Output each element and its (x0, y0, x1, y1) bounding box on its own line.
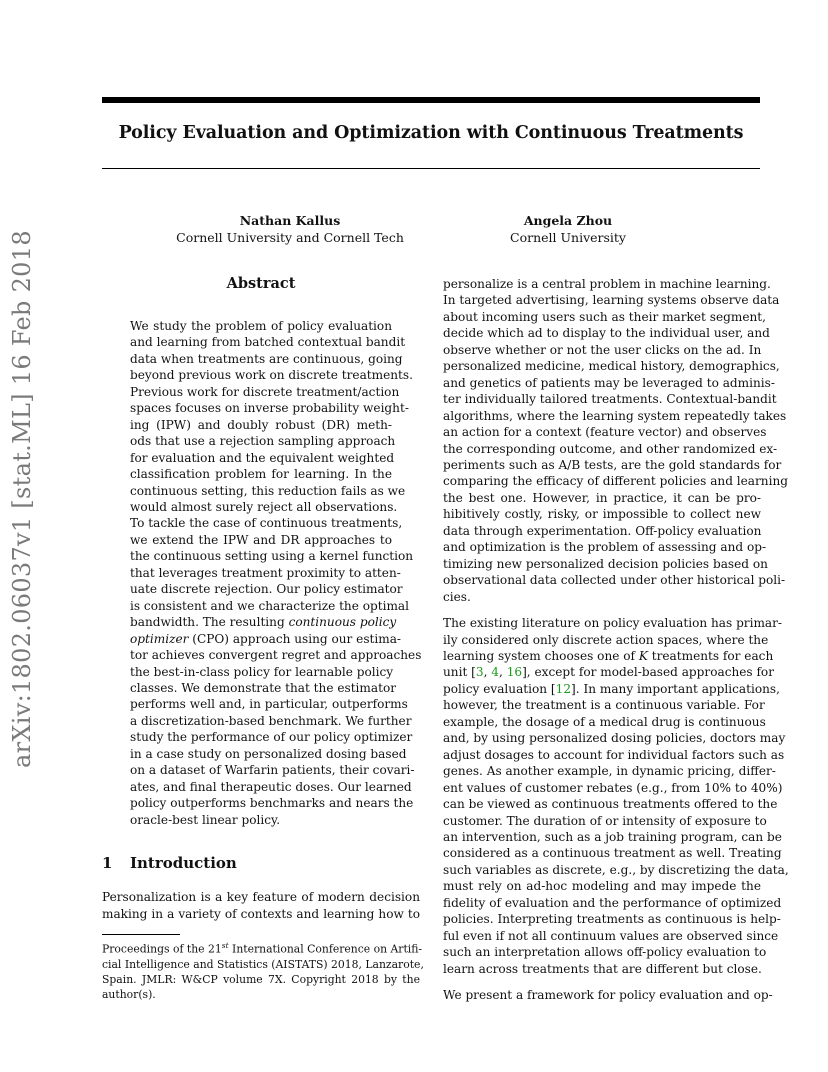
abstract-heading: Abstract (226, 275, 296, 292)
text-line: considered as a continuous treatment as well. Treating (443, 846, 782, 861)
author-name: Angela Zhou (523, 213, 613, 228)
text-fragment: ], except for model-based approaches for (522, 665, 774, 680)
section-heading (102, 854, 402, 872)
text-line: can be viewed as continuous treatments offered to the (443, 797, 778, 812)
text-line: ily considered only discrete action spaces, where the (443, 632, 769, 647)
text-fragment: unit [ (443, 665, 476, 680)
text-line: continuous setting, this reduction fails as we (130, 483, 406, 498)
text-line: ing (IPW) and doubly robust (DR) meth- (130, 417, 392, 432)
title-rule-top (102, 97, 760, 103)
text-line: The existing literature on policy evaluation has primar- (443, 616, 783, 631)
text-line (130, 631, 402, 647)
text-line: We study the problem of policy evaluation (130, 319, 392, 333)
text-line: Previous work for discrete treatment/action (130, 384, 400, 399)
text-line: classification problem for learning. In the (130, 467, 392, 482)
text-line: fidelity of evaluation and the performance of optimized (443, 895, 782, 910)
text-line: example, the dosage of a medical drug is continuous (443, 714, 766, 729)
text-line: tor achieves convergent regret and approaches (130, 648, 422, 663)
text-line: and, by using personalized dosing policies, doctors may (443, 731, 786, 746)
text-line: policies. Interpreting treatments as continuous is help- (443, 912, 781, 927)
text-line: cial Intelligence and Statistics (AISTATS) 2018, Lanzarote, (102, 957, 424, 971)
text-line: To tackle the case of continuous treatments, (130, 516, 403, 531)
text-line: about incoming users such as their market segment, (443, 309, 766, 324)
footnote (102, 938, 424, 1002)
text-line: is consistent and we characterize the optimal (130, 598, 410, 613)
math-variable: K (638, 648, 648, 663)
text-line: personalize is a central problem in machine learning. (443, 277, 771, 291)
text-line: the continuous setting using a kernel function (130, 549, 414, 564)
text-line: timizing new personalized decision policies based on (443, 556, 768, 571)
text-line: in a case study on personalized dosing based (130, 746, 407, 761)
text-line: must rely on ad-hoc modeling and may impede the (443, 879, 761, 894)
text-line: author(s). (102, 988, 156, 1002)
author-block (468, 212, 668, 246)
text-line: an intervention, such as a job training program, can be (443, 829, 782, 844)
text-line: data when treatments are continuous, going (130, 351, 403, 366)
text-line: cies. (443, 589, 471, 604)
text-fragment: , (483, 665, 492, 680)
text-line: such an interpretation allows off-policy evaluation to (443, 945, 767, 960)
citation-link[interactable]: 3 (475, 665, 484, 680)
text-line: the corresponding outcome, and other randomized ex- (443, 441, 778, 456)
text-line: genes. As another example, in dynamic pricing, differ- (443, 764, 776, 779)
text-line: making in a variety of contexts and learning how to (102, 906, 420, 921)
text-line: and optimization is the problem of assessing and op- (443, 540, 767, 555)
text-line: hibitively costly, risky, or impossible to collect new (443, 507, 761, 522)
text-line: decide which ad to display to the individual user, and (443, 326, 770, 341)
text-line: data through experimentation. Off-policy evaluation (443, 523, 762, 538)
text-line: such variables as discrete, e.g., by discretizing the data, (443, 862, 789, 877)
text-fragment: bandwidth. The resulting (130, 615, 285, 630)
text-fragment: , (498, 665, 507, 680)
text-line: would almost surely reject all observations. (130, 499, 398, 514)
text-line: In targeted advertising, learning systems observe data (443, 293, 780, 308)
text-line: beyond previous work on discrete treatments. (130, 368, 413, 383)
citation-link[interactable]: 16 (506, 665, 523, 680)
section-title: Introduction (130, 854, 237, 872)
citation-link[interactable]: 4 (491, 665, 499, 680)
text-line: study the performance of our policy optimizer (130, 730, 413, 745)
text-line: observe whether or not the user clicks on the ad. In (443, 342, 762, 357)
text-fragment: policy evaluation [ (443, 681, 556, 696)
text-line: and learning from batched contextual bandit (130, 335, 406, 350)
text-line: policy outperforms benchmarks and nears the (130, 796, 414, 811)
intro-text (102, 889, 420, 922)
text-fragment: ]. In many important applications, (571, 681, 780, 696)
text-line: ods that use a rejection sampling approach (130, 434, 396, 449)
emphasis: optimizer (130, 631, 189, 646)
text-line: Spain. JMLR: W&CP volume 7X. Copyright 2018 by the (102, 973, 420, 986)
paragraph (443, 276, 788, 605)
text-line: the best-in-class policy for learnable policy (130, 664, 394, 679)
text-line: We present a framework for policy evaluation and op- (443, 988, 773, 1003)
text-line: Personalization is a key feature of modern decision (102, 890, 420, 904)
citation-link[interactable]: 12 (555, 681, 572, 696)
text-line: and genetics of patients may be leveraged to adminis- (443, 375, 775, 390)
text-line: adjust dosages to account for individual factors such as (443, 747, 785, 762)
text-line: an action for a context (feature vector) and observes (443, 425, 767, 440)
text-line: performs well and, in particular, outperforms (130, 697, 408, 712)
superscript: st (221, 941, 229, 950)
text-line: algorithms, where the learning system repeatedly takes (443, 408, 787, 423)
author-block (165, 212, 415, 246)
text-line: we extend the IPW and DR approaches to (130, 532, 392, 547)
text-fragment: (CPO) approach using our estima- (192, 631, 402, 646)
text-line: that leverages treatment proximity to atten- (130, 565, 401, 580)
text-line: uate discrete rejection. Our policy estimator (130, 582, 403, 597)
emphasis: continuous policy (288, 615, 397, 630)
right-column (443, 276, 789, 1013)
arxiv-identifier: arXiv:1802.06037v1 [stat.ML] 16 Feb 2018 (8, 230, 36, 768)
paragraph (443, 615, 789, 977)
text-fragment: Proceedings of the 21 (102, 942, 222, 956)
title-rule-bottom (102, 168, 760, 169)
text-line: customer. The duration of or intensity of exposure to (443, 813, 767, 828)
text-line: learn across treatments that are different but close. (443, 961, 762, 976)
text-line: the best one. However, in practice, it can be pro- (443, 490, 761, 505)
text-line: however, the treatment is a continuous variable. For (443, 698, 765, 713)
text-fragment: International Conference on Artifi- (228, 942, 423, 956)
author-affiliation: Cornell University (510, 230, 626, 245)
text-line: oracle-best linear policy. (130, 812, 281, 827)
paragraph (443, 987, 773, 1003)
text-line: ent values of customer rebates (e.g., from 10% to 40%) (443, 780, 783, 795)
text-line (130, 614, 397, 630)
text-line: ter individually tailored treatments. Contextual-bandit (443, 392, 777, 407)
text-line: on a dataset of Warfarin patients, their covari- (130, 763, 415, 778)
text-line (443, 681, 780, 697)
paper-title: Policy Evaluation and Optimization with Continuous Treatments (118, 123, 744, 143)
section-number: 1 (102, 854, 113, 872)
text-line (443, 664, 774, 680)
text-line: a discretization-based benchmark. We further (130, 713, 412, 728)
abstract-text (130, 318, 422, 828)
text-line: comparing the efficacy of different policies and learning (443, 474, 788, 489)
author-name: Nathan Kallus (239, 213, 341, 228)
text-line: for evaluation and the equivalent weighted (130, 450, 395, 465)
text-line: ful even if not all continuum values are observed since (443, 928, 779, 943)
footnote-rule (102, 934, 180, 935)
text-line: spaces focuses on inverse probability weight- (130, 401, 409, 416)
text-line (102, 938, 423, 957)
text-fragment: learning system chooses one of (443, 648, 639, 663)
text-line: periments such as A/B tests, are the gold standards for (443, 457, 782, 472)
text-line: classes. We demonstrate that the estimator (130, 680, 397, 695)
text-fragment: treatments for each (647, 648, 774, 663)
text-line (443, 648, 774, 664)
text-line: observational data collected under other historical poli- (443, 573, 786, 588)
text-line: personalized medicine, medical history, demographics, (443, 359, 780, 374)
author-affiliation: Cornell University and Cornell Tech (176, 230, 404, 245)
text-line: ates, and final therapeutic doses. Our learned (130, 779, 412, 794)
